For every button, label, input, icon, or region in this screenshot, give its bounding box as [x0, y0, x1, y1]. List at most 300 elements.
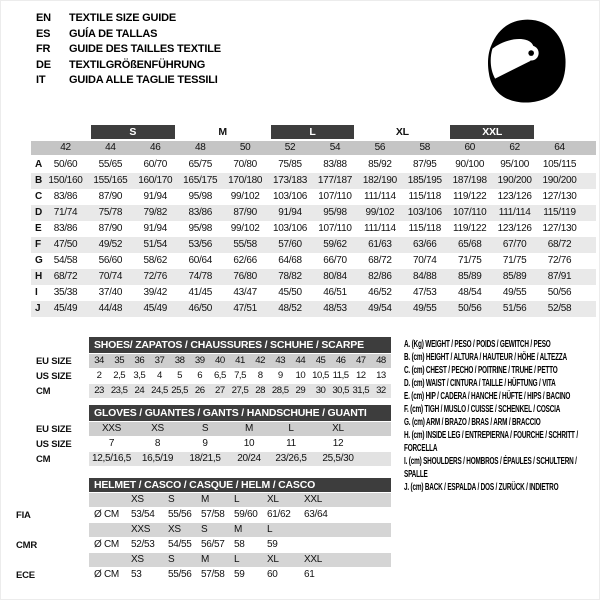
table-cell: 60/70 — [143, 159, 168, 170]
table-cell: 70/74 — [98, 271, 123, 282]
language-row — [36, 58, 221, 74]
table-cell: 51/54 — [143, 239, 168, 250]
table-cell: 55/56 — [168, 509, 192, 520]
table-cell: 87/95 — [413, 159, 437, 170]
table-cell: 63/66 — [413, 239, 437, 250]
table-cell: 49/55 — [413, 303, 437, 314]
table-cell: 115/118 — [408, 223, 442, 234]
helmet-size-cell: M — [201, 494, 210, 505]
table-cell: XXS — [101, 423, 122, 434]
table-cell: 60 — [267, 569, 278, 580]
table-cell: 103/106 — [407, 207, 442, 218]
table-cell: 39/42 — [143, 287, 168, 298]
table-cell: 87/90 — [233, 207, 257, 218]
helmet-size-cell: XS — [131, 494, 144, 505]
size-row-D — [31, 205, 596, 221]
table-cell: 85/89 — [457, 271, 482, 282]
table-cell: 12 — [332, 438, 344, 449]
size-row-A — [31, 157, 596, 173]
size-header-cell: 60 — [464, 142, 475, 153]
size-row-F — [31, 237, 596, 253]
gloves-table-header: GLOVES / GUANTES / GANTS / HANDSCHUHE / GUANTI — [89, 405, 391, 421]
table-cell: 18/21,5 — [189, 453, 221, 464]
table-cell: 119/122 — [453, 223, 487, 234]
size-group-l: L — [271, 125, 355, 139]
table-cell: 74/78 — [188, 271, 212, 282]
helmet-size-label-row — [89, 493, 391, 507]
size-header-cell: 54 — [329, 142, 341, 153]
table-cell: 59/60 — [234, 509, 258, 520]
table-cell: 115/119 — [543, 207, 576, 218]
table-cell: 173/183 — [273, 175, 308, 186]
table-cell: 35 — [114, 355, 125, 366]
table-cell: 56/57 — [201, 539, 225, 550]
helmet-size-cell: L — [234, 494, 240, 505]
table-cell: 54/58 — [53, 255, 78, 266]
table-cell: 7 — [108, 438, 115, 449]
size-header-cell: 48 — [194, 142, 206, 153]
table-cell: 76/80 — [233, 271, 257, 282]
row-letter: G — [35, 255, 43, 266]
table-cell: 43 — [275, 355, 286, 366]
table-cell: 83/86 — [53, 191, 78, 202]
helmet-size-cell: XXL — [304, 554, 323, 565]
table-cell: 11,5 — [332, 370, 349, 381]
table-cell: 44/48 — [98, 303, 123, 314]
size-header-cell: 52 — [284, 142, 296, 153]
size-row-I — [31, 285, 596, 301]
table-cell: 47/53 — [413, 287, 437, 298]
row-letter: E — [35, 223, 42, 234]
size-header-cell: 64 — [554, 142, 565, 153]
table-cell: 80/84 — [323, 271, 347, 282]
helmet-fia-label: FIA — [16, 509, 31, 521]
table-cell: 51/56 — [502, 303, 527, 314]
table-cell: 107/110 — [318, 223, 352, 234]
table-cell: 28 — [255, 385, 265, 396]
table-cell: 25,5/30 — [322, 453, 354, 464]
guide-title: TEXTILE SIZE GUIDE — [69, 12, 177, 24]
row-letter: A — [35, 159, 43, 170]
table-cell: 127/130 — [542, 223, 577, 234]
table-cell: 54/55 — [168, 539, 192, 550]
table-cell: 57/58 — [201, 509, 225, 520]
table-cell: 66/70 — [323, 255, 347, 266]
table-cell: 111/114 — [363, 223, 396, 234]
helmet-size-cell: XL — [267, 494, 279, 505]
legend-item: A. (Kg) WEIGHT / PESO / POIDS / GEWITCH / PESO — [404, 339, 551, 350]
legend-item: F. (cm) TIGH / MUSLO / CUISSE / SCHENKEL / COSCIA — [404, 404, 561, 415]
table-cell: 50/56 — [457, 303, 482, 314]
table-cell: 38 — [174, 355, 185, 366]
table-cell: 91/94 — [278, 207, 302, 218]
helmet-size-cell: XXS — [131, 524, 151, 535]
table-cell: 35/38 — [53, 287, 78, 298]
table-cell: 85/92 — [368, 159, 392, 170]
table-cell: 49/55 — [502, 287, 527, 298]
row-letter: D — [35, 207, 43, 218]
table-cell: 23 — [94, 385, 104, 396]
table-cell: 4 — [157, 370, 162, 381]
table-cell: 95/98 — [323, 207, 347, 218]
table-cell: S — [201, 423, 209, 434]
table-cell: 123/126 — [497, 191, 532, 202]
table-cell: 46/50 — [188, 303, 212, 314]
language-row — [36, 73, 221, 89]
table-cell: 48/54 — [457, 287, 482, 298]
shoes-size-table — [1, 337, 391, 398]
table-cell: 107/110 — [318, 191, 352, 202]
table-cell: 47/51 — [233, 303, 257, 314]
table-cell: 23/26,5 — [275, 453, 307, 464]
helmet-size-cell: S — [201, 524, 208, 535]
size-header-cell: 56 — [374, 142, 386, 153]
language-row — [36, 11, 221, 27]
table-cell: 30 — [315, 385, 326, 396]
table-cell: 127/130 — [542, 191, 577, 202]
table-cell: 91/94 — [143, 223, 168, 234]
size-header-cell: 42 — [60, 142, 71, 153]
table-cell: 87/90 — [98, 191, 123, 202]
table-cell: 50/56 — [547, 287, 572, 298]
legend-item: D. (cm) WAIST / CINTURA / TAILLE / HÜFTUNG / VITA — [404, 378, 556, 389]
table-cell: 52/53 — [131, 539, 155, 550]
table-cell: 115/118 — [408, 191, 442, 202]
table-cell: 55/56 — [168, 569, 192, 580]
size-group-xxl: XXL — [450, 125, 534, 139]
table-cell: 42 — [255, 355, 265, 366]
shoes-eu-size-label: EU SIZE — [36, 355, 72, 367]
row-letter: C — [35, 191, 43, 202]
table-cell: 7,5 — [234, 370, 246, 381]
table-cell: 107/110 — [453, 207, 487, 218]
table-cell: 49/54 — [368, 303, 392, 314]
table-cell: 71/74 — [53, 207, 78, 218]
language-code: EN — [36, 12, 51, 24]
table-cell: 155/165 — [93, 175, 128, 186]
helmet-size-label-row — [89, 523, 391, 537]
size-row-J — [31, 301, 596, 317]
table-cell: 40 — [215, 355, 225, 366]
table-cell: 187/198 — [452, 175, 487, 186]
table-cell: 68/72 — [53, 271, 78, 282]
table-cell: 87/91 — [547, 271, 572, 282]
table-cell: 78/82 — [278, 271, 302, 282]
table-cell: 48 — [376, 355, 386, 366]
row-letter: F — [35, 239, 42, 250]
table-cell: 29 — [295, 385, 306, 396]
helmet-size-cell: L — [267, 524, 273, 535]
helmet-ece-label: ECE — [16, 569, 35, 581]
table-cell: 48/52 — [278, 303, 302, 314]
table-cell: 9 — [277, 370, 283, 381]
shoes-us-size-label: US SIZE — [36, 370, 72, 382]
table-cell: 12,5/16,5 — [91, 453, 131, 464]
language-row — [36, 27, 221, 43]
table-cell: 46/51 — [323, 287, 347, 298]
size-header-cell: 44 — [105, 142, 116, 153]
table-cell: 70/74 — [413, 255, 437, 266]
table-cell: 24 — [134, 385, 145, 396]
table-cell: 32 — [376, 385, 386, 396]
spacer-cell — [537, 125, 582, 139]
table-cell: 63/64 — [304, 509, 328, 520]
size-row-C — [31, 189, 596, 205]
table-cell: 46 — [335, 355, 346, 366]
table-cell: 57/60 — [278, 239, 302, 250]
table-cell: 57/58 — [201, 569, 225, 580]
table-cell: 13 — [376, 370, 386, 381]
legend-item: H. (cm) INSIDE LEG / ENTREPIERNA / FOURCHE / SCHRITT / FORCELLA — [404, 430, 578, 454]
table-cell: 111/114 — [363, 191, 396, 202]
table-cell: 47/50 — [53, 239, 78, 250]
table-cell: 34 — [94, 355, 104, 366]
table-cell: 65/68 — [457, 239, 482, 250]
helmet-table-header: HELMET / CASCO / CASQUE / HELM / CASCO — [89, 478, 391, 492]
table-cell: 36 — [134, 355, 145, 366]
table-cell: 60/64 — [188, 255, 212, 266]
legend-item: C. (cm) CHEST / PECHO / POITRINE / TRUHE / PETTO — [404, 365, 558, 376]
diameter-cm-unit: Ø CM — [94, 569, 119, 580]
row-letter: H — [35, 271, 43, 282]
table-cell: M — [244, 423, 254, 434]
language-title-list — [36, 11, 221, 89]
numeric-size-row — [31, 141, 596, 155]
helmet-size-cell: XS — [131, 554, 144, 565]
table-cell: 11 — [286, 438, 296, 449]
table-cell: 75/78 — [98, 207, 123, 218]
helmet-size-cell: XS — [168, 524, 181, 535]
gloves-cm-label: CM — [36, 453, 51, 465]
measurement-rows — [31, 157, 596, 317]
size-header-cell: 58 — [419, 142, 431, 153]
table-cell: L — [288, 423, 294, 434]
table-cell: 160/170 — [138, 175, 173, 186]
diameter-cm-unit: Ø CM — [94, 509, 119, 520]
table-cell: 79/82 — [143, 207, 168, 218]
table-cell: 28,5 — [271, 385, 289, 396]
table-cell: 45/49 — [143, 303, 168, 314]
legend-item: B. (cm) HEIGHT / ALTURA / HAUTEUR / HÖHE / ALTEZZA — [404, 352, 567, 363]
table-cell: 99/102 — [230, 191, 260, 202]
table-cell: 16,5/19 — [141, 453, 174, 464]
table-cell: 190/200 — [542, 175, 577, 186]
table-cell: 8 — [154, 438, 161, 449]
table-cell: 68/72 — [547, 239, 572, 250]
legend-item: J. (cm) BACK / ESPALDA / DOS / ZURÜCK / INDIETRO — [404, 482, 559, 493]
table-cell: 190/200 — [497, 175, 532, 186]
table-cell: 6,5 — [213, 370, 226, 381]
table-cell: 31,5 — [352, 385, 370, 396]
gloves-us-size-label: US SIZE — [36, 438, 72, 450]
table-cell: 27 — [215, 385, 225, 396]
helmet-size-cell: M — [234, 524, 243, 535]
guide-title: TEXTILGRÖßENFÜHRUNG — [69, 58, 206, 71]
table-cell: 90/100 — [455, 159, 485, 170]
table-cell: 53 — [131, 569, 142, 580]
table-cell: 55/65 — [98, 159, 123, 170]
table-cell: 53/56 — [188, 239, 212, 250]
size-row-E — [31, 221, 596, 237]
table-cell: 170/180 — [228, 175, 263, 186]
table-cell: 82/86 — [368, 271, 392, 282]
table-cell: 24,5 — [151, 385, 168, 396]
size-header-cell: 46 — [150, 142, 161, 153]
table-cell: 52/58 — [547, 303, 572, 314]
table-cell: 61/63 — [368, 239, 392, 250]
size-group-m: M — [218, 126, 227, 138]
size-group-header-row — [31, 125, 596, 139]
table-cell: 45 — [315, 355, 326, 366]
legend-item: I. (cm) SHOULDERS / HOMBROS / ÉPAULES / SCHULTERN / SPALLE — [404, 456, 577, 480]
helmet-value-row — [89, 568, 391, 582]
language-code: ES — [36, 27, 51, 40]
sub-table-row — [89, 452, 391, 466]
racing-helmet-icon — [481, 13, 569, 109]
legend-item: G. (cm) ARM / BRAZO / BRAS / ARM / BRACCIO — [404, 417, 541, 428]
helmet-value-row — [89, 538, 391, 552]
table-cell: 71/75 — [457, 255, 482, 266]
table-cell: 56/60 — [98, 255, 123, 266]
table-cell: 41 — [235, 355, 245, 366]
table-cell: 72/76 — [547, 255, 572, 266]
size-header-cell: 50 — [239, 142, 251, 153]
table-cell: XL — [332, 423, 344, 434]
table-cell: 95/98 — [188, 191, 212, 202]
table-cell: 99/102 — [230, 223, 260, 234]
size-group-s: S — [91, 125, 175, 139]
table-cell: 87/90 — [98, 223, 123, 234]
table-cell: 6 — [197, 370, 203, 381]
table-cell: XS — [151, 423, 164, 434]
table-cell: 91/94 — [143, 191, 168, 202]
racing-helmet-glyph — [481, 13, 569, 109]
table-cell: 55/58 — [233, 239, 257, 250]
table-cell: 103/106 — [273, 223, 308, 234]
table-cell: 99/102 — [365, 207, 395, 218]
table-cell: 150/160 — [48, 175, 83, 186]
helmet-size-cell: S — [168, 494, 175, 505]
table-cell: 58/62 — [143, 255, 168, 266]
measurement-legend — [404, 338, 596, 494]
size-row-B — [31, 173, 596, 189]
shoes-cm-label: CM — [36, 385, 51, 397]
table-cell: 23,5 — [110, 385, 128, 396]
helmet-size-table — [1, 478, 391, 582]
table-cell: 65/75 — [188, 159, 212, 170]
table-cell: 61/62 — [267, 509, 291, 520]
row-letter: B — [35, 175, 43, 186]
helmet-size-cell: M — [201, 554, 210, 565]
table-cell: 68/72 — [368, 255, 392, 266]
helmet-cmr-label: CMR — [16, 539, 38, 551]
table-cell: 72/76 — [143, 271, 168, 282]
table-cell: 49/52 — [98, 239, 123, 250]
table-cell: 20/24 — [237, 453, 261, 464]
table-cell: 45/49 — [53, 303, 78, 314]
table-cell: 2 — [96, 370, 102, 381]
helmet-size-cell: XL — [267, 554, 279, 565]
table-cell: 75/85 — [278, 159, 302, 170]
table-cell: 2,5 — [113, 370, 126, 381]
table-cell: 5 — [177, 370, 183, 381]
helmet-size-cell: XXL — [304, 494, 323, 505]
table-cell: 46/52 — [368, 287, 392, 298]
table-cell: 3,5 — [133, 370, 146, 381]
table-cell: 8 — [257, 370, 263, 381]
table-cell: 30,5 — [332, 385, 349, 396]
table-cell: 85/89 — [502, 271, 527, 282]
table-cell: 185/195 — [407, 175, 442, 186]
table-cell: 37/40 — [98, 287, 123, 298]
sub-table-row — [89, 384, 391, 398]
table-cell: 119/122 — [453, 191, 487, 202]
table-cell: 83/86 — [53, 223, 78, 234]
table-cell: 25,5 — [171, 385, 188, 396]
table-cell: 83/86 — [188, 207, 212, 218]
table-cell: 71/75 — [502, 255, 527, 266]
table-cell: 67/70 — [502, 239, 527, 250]
table-cell: 95/100 — [500, 159, 530, 170]
table-cell: 53/54 — [131, 509, 155, 520]
size-header-cell: 62 — [509, 142, 520, 153]
table-cell: 59 — [267, 539, 278, 550]
table-cell: 165/175 — [183, 175, 218, 186]
table-cell: 177/187 — [317, 175, 352, 186]
table-cell: 44 — [295, 355, 306, 366]
shoes-table-header: SHOES/ ZAPATOS / CHAUSSURES / SCHUHE / SCARPE — [89, 337, 391, 353]
table-cell: 50/60 — [53, 159, 78, 170]
table-cell: 62/66 — [233, 255, 257, 266]
table-cell: 95/98 — [188, 223, 212, 234]
guide-title: GUÍA DE TALLAS — [69, 27, 158, 40]
table-cell: 45/50 — [278, 287, 302, 298]
table-cell: 59 — [234, 569, 245, 580]
table-cell: 41/45 — [188, 287, 212, 298]
table-cell: 37 — [154, 355, 165, 366]
helmet-size-cell: S — [168, 554, 175, 565]
size-row-H — [31, 269, 596, 285]
table-cell: 84/88 — [413, 271, 437, 282]
table-cell: 9 — [202, 438, 208, 449]
table-cell: 43/47 — [233, 287, 257, 298]
table-cell: 103/106 — [273, 191, 308, 202]
table-cell: 123/126 — [497, 223, 532, 234]
table-cell: 70/80 — [233, 159, 257, 170]
table-cell: 105/115 — [542, 159, 577, 170]
table-cell: 111/114 — [498, 207, 531, 218]
guide-title: GUIDA ALLE TAGLIE TESSILI — [69, 74, 218, 87]
table-cell: 58 — [234, 539, 245, 550]
table-cell: 61 — [304, 569, 315, 580]
table-cell: 182/190 — [362, 175, 397, 186]
sub-table-row — [89, 437, 391, 451]
row-letter: I — [35, 287, 38, 298]
table-cell: 27,5 — [231, 385, 249, 396]
language-code: DE — [36, 58, 51, 71]
diameter-cm-unit: Ø CM — [94, 539, 119, 550]
language-row — [36, 42, 221, 58]
table-cell: 83/88 — [323, 159, 347, 170]
gloves-size-table — [1, 405, 391, 466]
language-code: FR — [36, 43, 51, 56]
table-cell: 10,5 — [312, 370, 329, 381]
table-cell: 10 — [295, 370, 306, 381]
size-group-xl: XL — [395, 126, 409, 138]
gloves-eu-size-label: EU SIZE — [36, 423, 72, 435]
helmet-size-label-row — [89, 553, 391, 567]
sub-table-row — [89, 422, 391, 436]
